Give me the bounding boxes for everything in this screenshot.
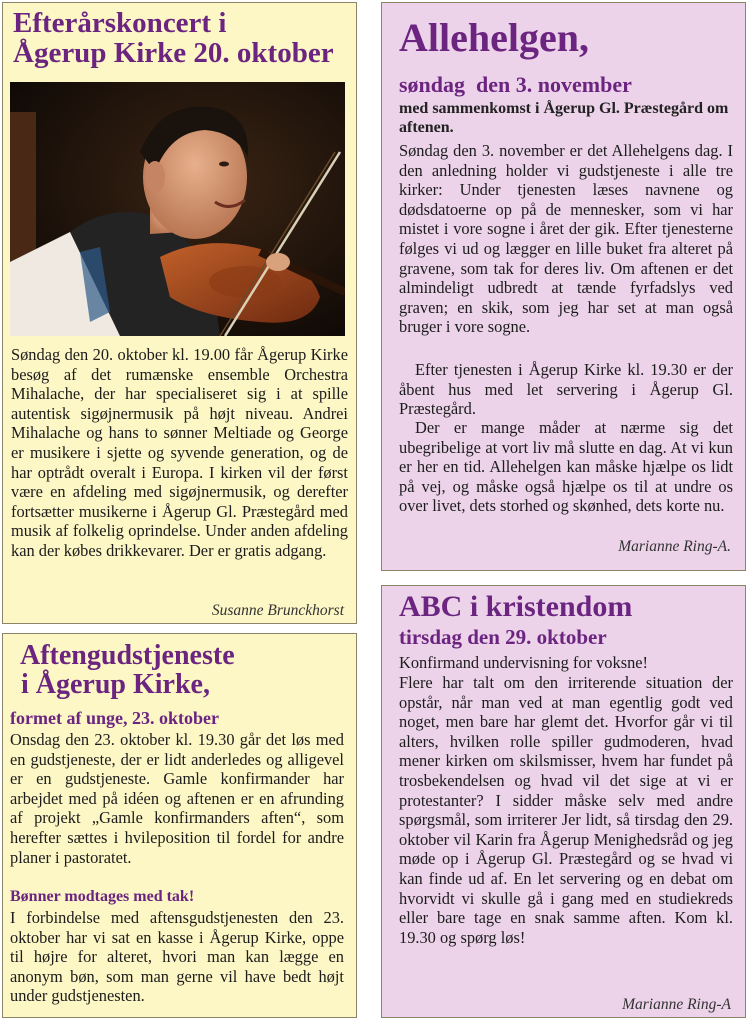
article-title: Allehelgen, [399, 15, 589, 60]
author-signature: Marianne Ring-A [622, 996, 731, 1013]
section-subheading: Bønner modtages med tak! [10, 888, 195, 905]
violinist-photo [10, 82, 345, 336]
article-aftengudstjeneste [2, 633, 357, 1018]
violinist-illustration [10, 82, 345, 336]
article-body-2: Efter tjenesten i Ågerup Kirke kl. 19.30 er der åbent hus med let servering i Ågerup Gl. Præstegård. [399, 360, 733, 419]
article-body: Søndag den 20. oktober kl. 19.00 får Ågerup Kirke besøg af det rumænske ensemble Orchestra Mihalache, der har specialiseret sig i at spille autentisk sigøjnermusik på højt niveau. Andrei Mihalache og hans to sønner Meltiade og George er musikere i sjette og syvende generation, og de har optrådt overalt i Europa. I kirken vil der først være en afdeling med sigøjnermusik, og derefter fortsætter musikerne i Ågerup Gl. Præstegård med musik af folkelig oprindelse. Under anden afdeling kan der købes drikkevarer. Der er gratis adgang. [11, 345, 348, 560]
title-line-2: i Ågerup Kirke, [21, 669, 210, 701]
article-subtitle: tirsdag den 29. oktober [399, 625, 607, 649]
article-title [20, 641, 235, 700]
article-allehelgen [381, 2, 746, 571]
title-line-1: Efterårskoncert i [13, 7, 227, 39]
author-signature: Susanne Brunckhorst [211, 602, 344, 619]
article-abc-i-kristendom [381, 585, 746, 1018]
article-subtitle-2: med sammenkomst i Ågerup Gl. Præstegård om aftenen. [399, 100, 729, 136]
title-line-2: Ågerup Kirke 20. oktober [13, 37, 334, 70]
article-body-1: Onsdag den 23. oktober kl. 19.30 går det løs med en gudstjeneste, der er lidt anderledes og alligevel er en gudstjeneste. Gamle konfirmander har arbejdet med på idéen og aftenen er en afrunding af projekt „Gamle konfirmanders aften“, som herefter sættes i hvileposition til fordel for andre planer i pastoratet. [10, 730, 344, 867]
author-signature: Marianne Ring-A. [618, 538, 731, 555]
article-body-1: Søndag den 3. november er det Allehelgens dag. I den anledning holder vi gudstjeneste i alle tre kirker: Under tjenesten læses navnene og dødsdatoerne op på de mennesker, som vi har mistet i vore sogne i året der gik. Efter tjenesterne følges vi ud og lægger en lille buket fra alteret på gravene, som tak for deres liv. Om aftenen er det almindeligt udbredt at tænde fyrfadslys ved graven; en skik, som jeg har set at man også bruger i vore sogne. [399, 141, 733, 337]
article-title: ABC i kristendom [399, 590, 633, 623]
article-subtitle: søndag den 3. november [399, 72, 632, 97]
article-intro-line: Konfirmand undervisning for voksne! [399, 653, 648, 672]
article-title [13, 8, 334, 69]
article-body-2: I forbindelse med aftensgudstjenesten den 23. oktober har vi sat en kasse i Ågerup Kirke, oppe til højre for alteret, hvori man kan lægge en anonym bøn, som man gerne vil have bedt højt under gudstjenesten. [10, 908, 344, 1006]
article-body: Flere har talt om den irriterende situation der opstår, når man ved at man egentlig godt ved noget, men bare har glemt det. Hvorfor går vi til alters, hvilken rolle spiller gudmoderen, hvad mener kirken om skilsmisser, hvem har fundet på trosbekendelsen og hvad vil det sige at vi er protestanter? I sidder måske selv med andre spørgsmål, som irriterer Jer lidt, så tirsdag den 29. oktober vil Karin fra Ågerup Menighedsråd og jeg møde op i Ågerup Gl. Præstegård og se hvad vi kan finde ud af. En let servering og en debat om hvorvidt vi skulle gå i gang med en studiekreds eller bare tage en snak samme aften. Kom kl. 19.30 og spørg løs! [399, 673, 733, 947]
article-efteraarskoncert [2, 2, 357, 624]
title-line-1: Aftengudstjeneste [20, 640, 235, 671]
article-subtitle: formet af unge, 23. oktober [10, 708, 219, 728]
article-body-3: Der er mange måder at nærme sig det ubegribelige at vort liv må slutte en dag. At vi kun er her en tid. Allehelgen kan måske hjælpe os lidt på vej, og måske også hjælpe os til at undre os over livet, dets storhed og skønhed, dets korte nu. [399, 418, 733, 516]
